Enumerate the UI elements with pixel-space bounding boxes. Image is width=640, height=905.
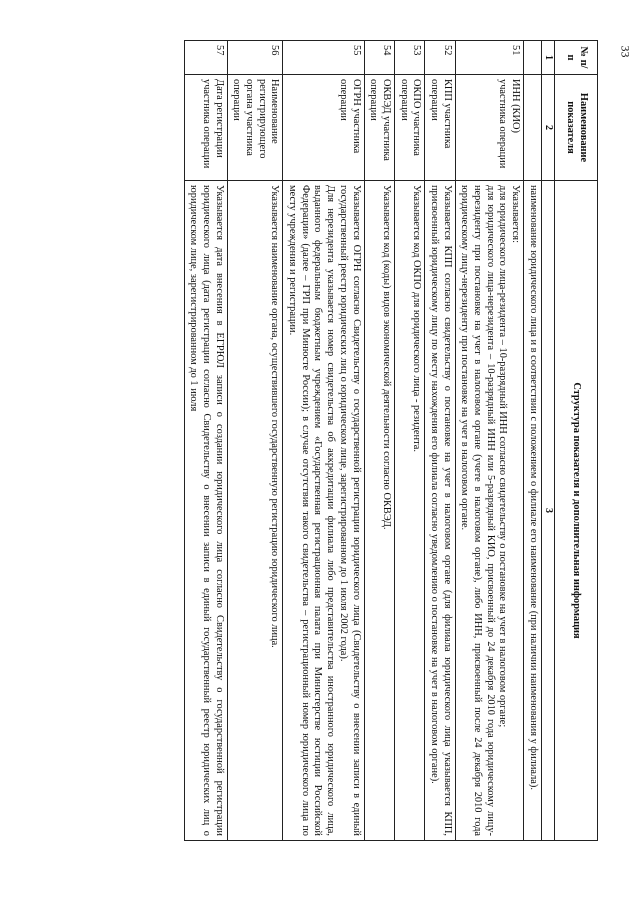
indicator-table bbox=[184, 40, 598, 841]
indicator-name: КПП участника операции bbox=[425, 75, 455, 181]
cell-description: наименование юридического лица и в соответствии с положением о филиале его наименование (при наличии наименования у филиала). bbox=[524, 181, 542, 841]
row-number: 54 bbox=[364, 41, 394, 75]
row-number: 57 bbox=[184, 41, 227, 75]
indicator-name: Наименование регистрирующего органа участника операции bbox=[227, 75, 283, 181]
header-row bbox=[555, 41, 598, 841]
indicator-description bbox=[283, 181, 364, 841]
column-number: 2 bbox=[541, 75, 554, 181]
indicator-name: Дата регистрации участника операции bbox=[184, 75, 227, 181]
column-number: 3 bbox=[541, 181, 554, 841]
cell-name bbox=[524, 75, 542, 181]
description-paragraph: Указывается ОГРН согласно Свидетельству о государственной регистрации юридического лица (Свидетельству о внесении записи в единый государственный реестр юридических лиц о юридическом лице, зарегистрированном до 1 июля 2002 года). bbox=[337, 185, 362, 836]
table-row bbox=[455, 41, 523, 841]
row-number: 56 bbox=[227, 41, 283, 75]
description-paragraph: Для нерезидента указывается номер свидетельства об аккредитации филиала либо представительства иностранного юридического лица, выданного федеральным бюджетным учреждением «Государственная регистрационная палата при Министерстве юстиции Российской Федерации» (далее – ГРП при Минюсте России); в случае отсутствия такого свидетельства – регистрационный номер юридического лица по месту учреждения и регистрации. bbox=[287, 185, 337, 836]
table-row bbox=[394, 41, 424, 841]
row-number: 51 bbox=[455, 41, 523, 75]
indicator-description bbox=[184, 181, 227, 841]
table-row bbox=[364, 41, 394, 841]
row-number: 52 bbox=[425, 41, 455, 75]
header-structure: Структура показателя и дополнительная информация bbox=[555, 181, 598, 841]
header-num: № п/п bbox=[555, 41, 598, 75]
indicator-name: ИНН (КИО) участника операции bbox=[455, 75, 523, 181]
indicator-description bbox=[425, 181, 455, 841]
table-row bbox=[425, 41, 455, 841]
description-paragraph: для юридического лица-нерезидента – 10-разрядный ИНН или 5-разрядный КИО, присвоенный до 24 декабря 2010 года юридическому лицу-нерезиденту при постановке на учет в налоговом органе (учете в налоговом органе), либо ИНН, присвоенный после 24 декабря 2010 года юридическому лицу-нерезиденту при постановке на учет в налоговом органе. bbox=[459, 185, 496, 836]
indicator-description bbox=[227, 181, 283, 841]
indicator-description bbox=[455, 181, 523, 841]
description-paragraph: для юридического лица-резидента – 10-разрядный ИНН согласно свидетельству о постановке на учет в налоговом органе; bbox=[497, 185, 509, 728]
description-paragraph: Указывается наименование органа, осуществившего государственную регистрацию юридического лица. bbox=[269, 185, 281, 648]
description-paragraph: Указывается код (коды) видов экономической деятельности согласно ОКВЭД. bbox=[380, 185, 392, 530]
cell-num bbox=[524, 41, 542, 75]
table-row bbox=[227, 41, 283, 841]
column-number: 1 bbox=[541, 41, 554, 75]
description-paragraph: Указывается код ОКПО для юридического лица - резидента. bbox=[411, 185, 423, 452]
indicator-name: ОГРН участника операции bbox=[283, 75, 364, 181]
table-row bbox=[184, 41, 227, 841]
row-number: 53 bbox=[394, 41, 424, 75]
rotated-content bbox=[78, 40, 598, 840]
description-paragraph: Указывается дата внесения в ЕГРЮЛ записи о создании юридического лица согласно Свидетельству о государственной регистрации юридического лица (дата регистрации согласно Свидетельству о внесении записи в единый государственный реестр юридических лиц о юридическом лице, зарегистрированном до 1 июля bbox=[188, 185, 225, 836]
column-number-row bbox=[541, 41, 554, 841]
continuation-row bbox=[524, 41, 542, 841]
indicator-name: ОКВЭД участника операции bbox=[364, 75, 394, 181]
indicator-name: ОКПО участника операции bbox=[394, 75, 424, 181]
header-name: Наименование показателя bbox=[555, 75, 598, 181]
description-paragraph: Указывается КПП согласно свидетельству о постановке на учет в налоговом органе (для филиала юридического лица указывается КПП, присвоенный юридическому лицу по месту нахождения его филиала согласно уведомлению о постановке на учет в налоговом органе). bbox=[429, 185, 453, 836]
table-row bbox=[283, 41, 364, 841]
page-number: 33 bbox=[618, 45, 633, 58]
row-number: 55 bbox=[283, 41, 364, 75]
indicator-description bbox=[394, 181, 424, 841]
indicator-description bbox=[364, 181, 394, 841]
description-paragraph: Указывается: bbox=[510, 185, 522, 243]
